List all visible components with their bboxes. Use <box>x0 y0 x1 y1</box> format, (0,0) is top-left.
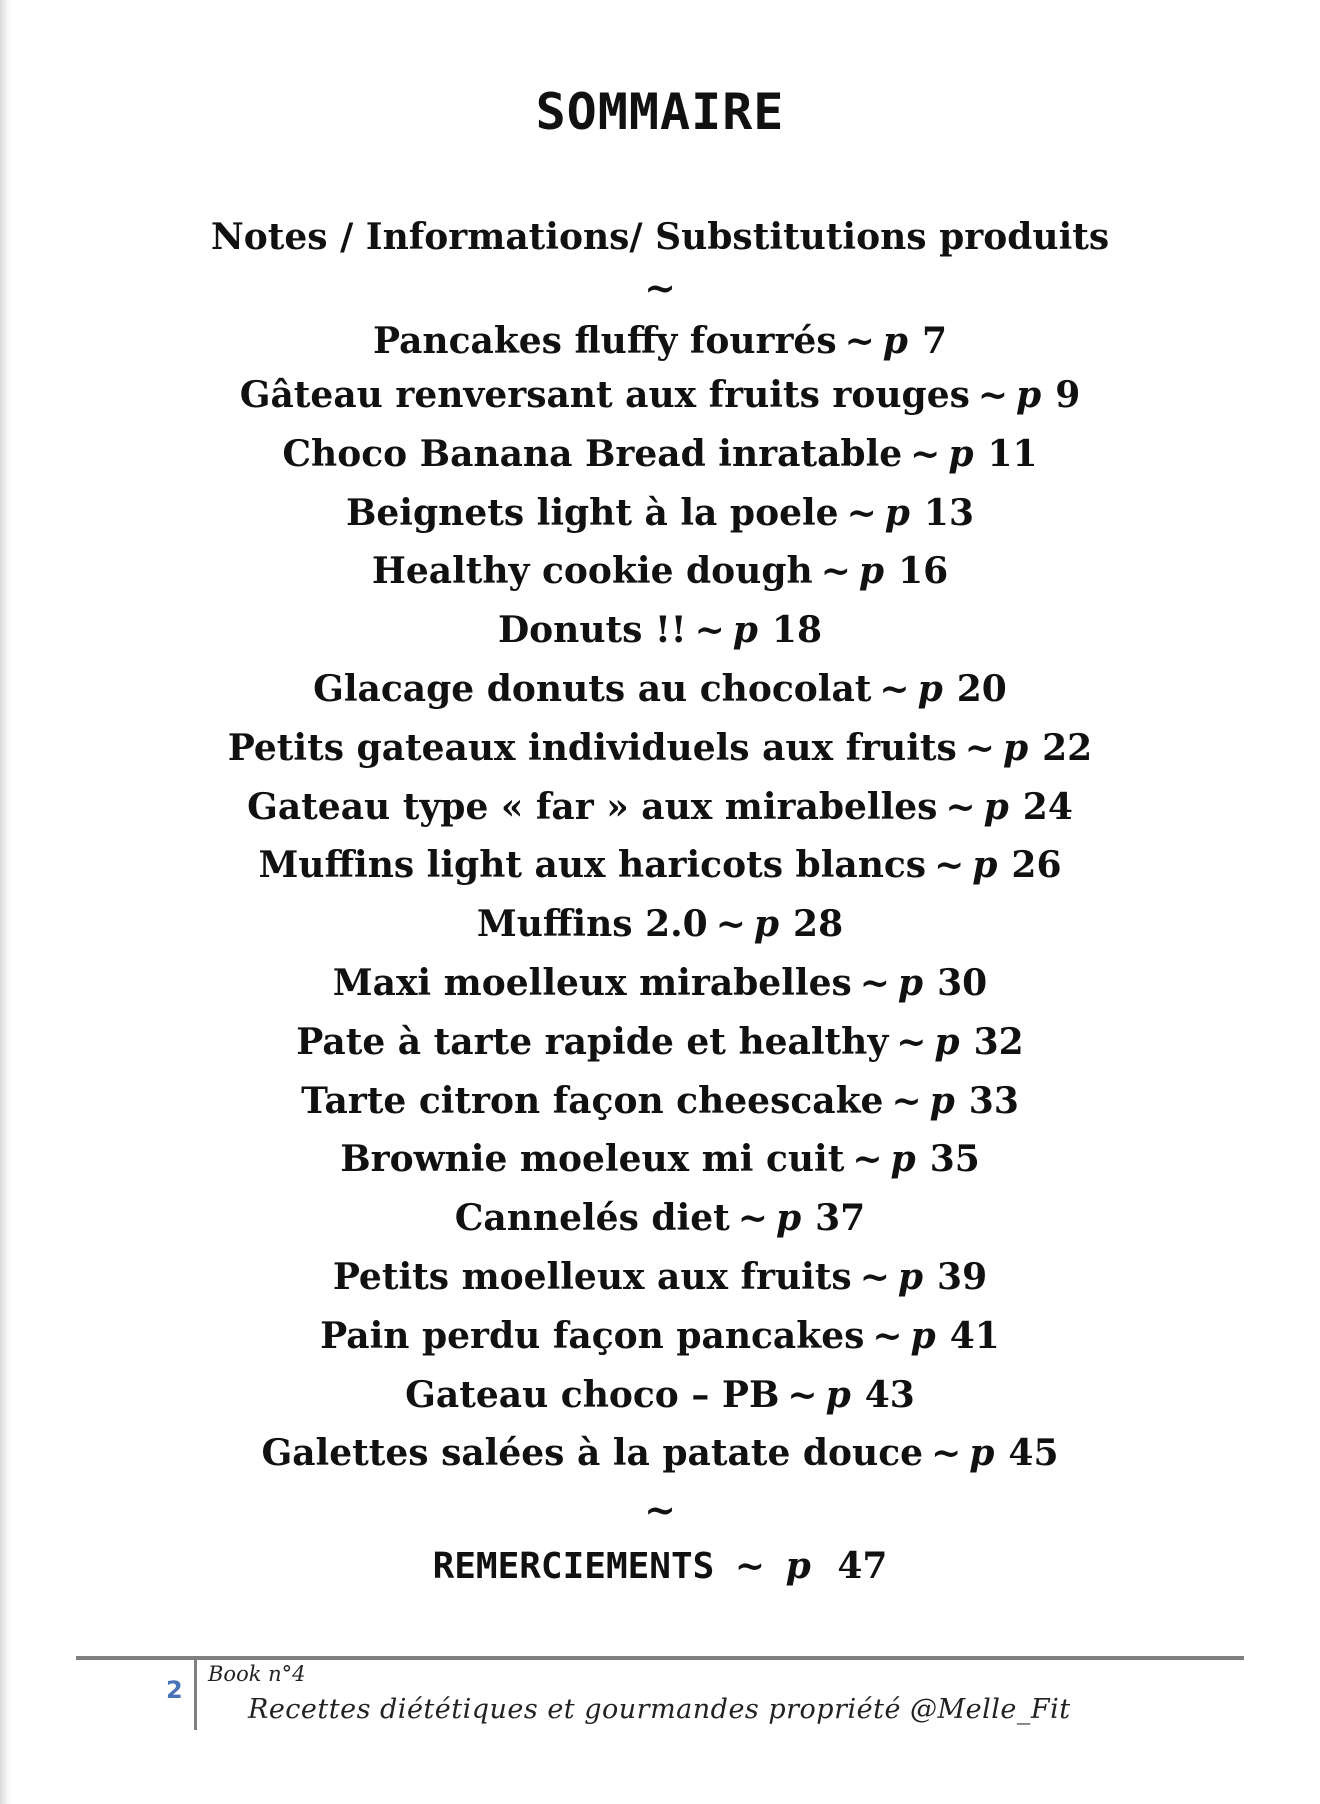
tilde-separator-bottom: ~ <box>644 1487 676 1532</box>
table-of-contents <box>0 316 1320 1483</box>
toc-entry-separator: ~ <box>964 726 995 769</box>
toc-entry-separator: ~ <box>852 1138 883 1181</box>
toc-entry-page-number: 26 <box>1011 844 1062 887</box>
toc-entry <box>0 366 1320 425</box>
toc-entry <box>0 895 1320 954</box>
toc-entry-label: Choco Banana Bread inratable <box>282 432 903 475</box>
toc-entry-page-number: 22 <box>1042 726 1093 769</box>
toc-entry-label: Gateau choco – PB <box>405 1373 780 1416</box>
toc-entry <box>0 1248 1320 1307</box>
toc-entry-page-number: 32 <box>973 1020 1024 1063</box>
thanks-page-prefix: p <box>785 1545 811 1587</box>
toc-entry <box>0 1307 1320 1366</box>
toc-entry-page-prefix: p <box>929 1079 955 1122</box>
toc-entry-page-number: 9 <box>1055 374 1081 416</box>
toc-entry-page-prefix: p <box>897 961 924 1004</box>
toc-entry-label: Muffins 2.0 <box>476 903 708 946</box>
toc-entry-page-prefix: p <box>983 785 1009 828</box>
toc-entry-separator: ~ <box>879 667 910 710</box>
toc-entry <box>0 778 1320 837</box>
toc-entry-label: Muffins light aux haricots blancs <box>258 844 927 887</box>
toc-entry-separator: ~ <box>934 844 965 887</box>
toc-entry <box>0 1424 1320 1483</box>
toc-entry-page-prefix: p <box>934 1020 960 1063</box>
toc-entry-page-number: 37 <box>815 1197 866 1240</box>
toc-entry-label: Galettes salées à la patate douce <box>261 1432 924 1475</box>
toc-entry-page-prefix: p <box>948 432 974 475</box>
toc-entry-page-number: 18 <box>771 609 823 652</box>
footer-page-number: 2 <box>166 1676 183 1704</box>
toc-entry <box>0 1189 1320 1248</box>
toc-entry-label: Glacage donuts au chocolat <box>313 667 872 710</box>
thanks-label: REMERCIEMENTS <box>432 1546 715 1587</box>
thanks-separator: ~ <box>734 1545 766 1587</box>
toc-entry-page-number: 43 <box>864 1373 915 1416</box>
toc-entry-page-prefix: p <box>1016 374 1042 416</box>
toc-entry-separator: ~ <box>859 1255 890 1298</box>
toc-entry-label: Pancakes fluffy fourrés <box>372 320 837 362</box>
toc-entry <box>0 1072 1320 1131</box>
toc-entry <box>0 836 1320 895</box>
toc-entry-page-number: 30 <box>937 961 988 1004</box>
toc-entry <box>0 425 1320 484</box>
toc-entry-page-prefix: p <box>910 1314 936 1357</box>
toc-entry-page-prefix: p <box>882 320 908 362</box>
toc-entry-separator: ~ <box>694 609 725 652</box>
toc-entry-separator: ~ <box>872 1314 903 1357</box>
toc-entry <box>0 954 1320 1013</box>
toc-entry-separator: ~ <box>820 550 851 593</box>
toc-entry-label: Maxi moelleux mirabelles <box>332 961 852 1004</box>
thanks-page-number: 47 <box>837 1545 888 1587</box>
toc-entry-page-number: 39 <box>937 1255 988 1298</box>
toc-entry-label: Petits gateaux individuels aux fruits <box>227 726 957 769</box>
page-title: SOMMAIRE <box>535 83 785 141</box>
toc-entry-page-number: 33 <box>968 1079 1019 1122</box>
toc-entry-page-prefix: p <box>775 1197 802 1240</box>
toc-entry-separator: ~ <box>787 1373 818 1416</box>
toc-entry-separator: ~ <box>945 785 976 828</box>
toc-entry-separator: ~ <box>896 1020 927 1063</box>
toc-entry-separator: ~ <box>737 1197 768 1240</box>
footer-credit: Recettes diététiques et gourmandes propriété @Melle_Fit <box>248 1694 1071 1725</box>
toc-entry-separator: ~ <box>859 961 890 1004</box>
toc-entry-page-number: 35 <box>929 1138 980 1181</box>
toc-entry-page-number: 24 <box>1022 785 1073 828</box>
toc-entry-page-number: 20 <box>956 667 1007 710</box>
toc-entry-separator: ~ <box>931 1432 962 1475</box>
toc-entry-page-prefix: p <box>753 903 780 946</box>
toc-entry-page-prefix: p <box>890 1138 916 1181</box>
toc-entry <box>0 1366 1320 1425</box>
toc-entry <box>0 719 1320 778</box>
toc-entry-label: Brownie moeleux mi cuit <box>340 1138 845 1181</box>
toc-entry-page-number: 11 <box>987 432 1038 475</box>
toc-entry-label: Gateau type « far » aux mirabelles <box>247 785 938 828</box>
toc-entry-separator: ~ <box>715 903 746 946</box>
toc-entry-page-prefix: p <box>917 667 943 710</box>
toc-entry-page-prefix: p <box>897 1255 924 1298</box>
toc-entry-label: Tarte citron façon cheescake <box>301 1079 884 1122</box>
toc-entry <box>0 660 1320 719</box>
toc-entry-page-prefix: p <box>972 844 998 887</box>
footer-horizontal-rule <box>76 1656 1244 1660</box>
toc-entry-page-prefix: p <box>969 1432 995 1475</box>
toc-entry <box>0 316 1320 366</box>
thanks-entry <box>0 1538 1320 1595</box>
intro-line: Notes / Informations/ Substitutions produits <box>210 216 1110 258</box>
toc-entry <box>0 1130 1320 1189</box>
toc-entry-page-number: 16 <box>898 550 949 593</box>
toc-entry-page-number: 41 <box>949 1314 1000 1357</box>
toc-entry <box>0 601 1320 660</box>
toc-entry-label: Pate à tarte rapide et healthy <box>296 1020 889 1063</box>
toc-entry-label: Petits moelleux aux fruits <box>332 1255 852 1298</box>
toc-entry-page-prefix: p <box>825 1373 851 1416</box>
toc-entry-label: Gâteau renversant aux fruits rouges <box>239 374 970 416</box>
tilde-separator-top: ~ <box>644 265 676 310</box>
toc-entry <box>0 484 1320 543</box>
toc-entry-separator: ~ <box>977 374 1009 416</box>
footer-book-label: Book n°4 <box>208 1662 306 1686</box>
toc-entry-page-number: 28 <box>793 903 844 946</box>
toc-entry <box>0 542 1320 601</box>
toc-entry-page-prefix: p <box>1002 726 1029 769</box>
toc-entry-page-prefix: p <box>858 550 885 593</box>
toc-entry-label: Healthy cookie dough <box>371 550 813 593</box>
toc-entry-separator: ~ <box>844 320 875 362</box>
toc-entry-separator: ~ <box>846 491 877 534</box>
toc-entry-label: Pain perdu façon pancakes <box>320 1314 865 1357</box>
toc-entry-page-number: 7 <box>921 320 948 362</box>
toc-entry-page-number: 45 <box>1008 1432 1059 1475</box>
toc-entry-label: Donuts !! <box>497 609 687 652</box>
toc-entry-separator: ~ <box>891 1079 922 1122</box>
footer-vertical-rule <box>194 1660 197 1730</box>
toc-entry-label: Cannelés diet <box>454 1197 730 1240</box>
toc-entry-separator: ~ <box>910 432 941 475</box>
toc-entry-page-prefix: p <box>884 491 910 534</box>
toc-entry <box>0 1013 1320 1072</box>
toc-entry-page-prefix: p <box>732 609 758 652</box>
toc-entry-page-number: 13 <box>923 491 975 534</box>
toc-entry-label: Beignets light à la poele <box>345 491 839 534</box>
